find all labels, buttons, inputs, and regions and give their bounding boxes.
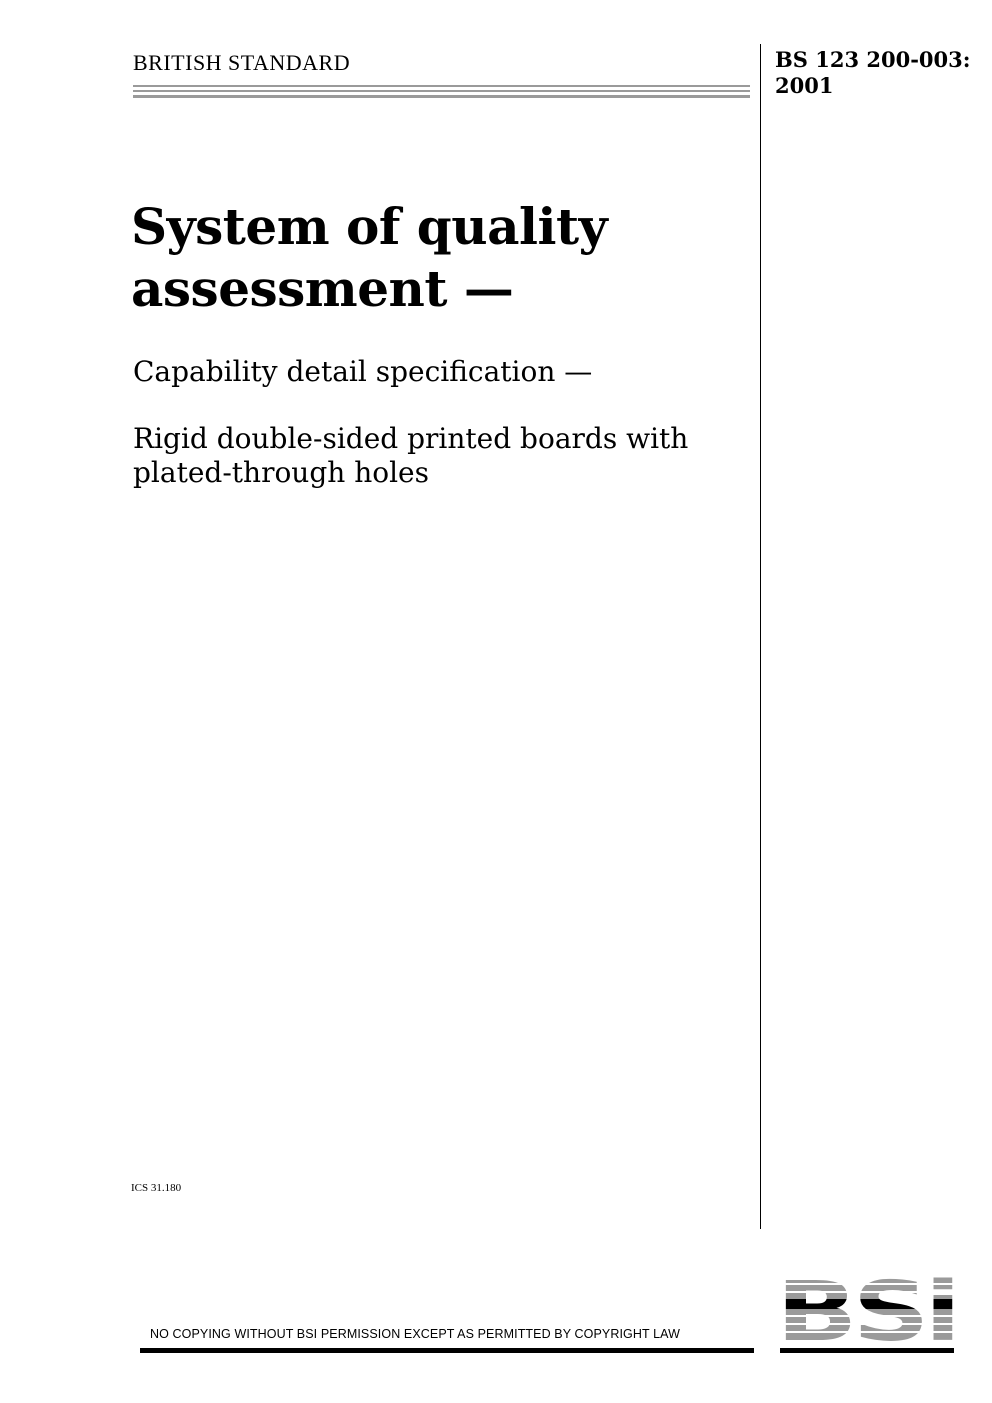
main-title-line-2: assessment — (131, 259, 514, 318)
document-number (775, 47, 971, 99)
bsi-logo (778, 1277, 956, 1341)
vertical-divider (760, 44, 761, 1229)
document-number-line-1: BS 123 200-003: (775, 47, 971, 72)
main-title (131, 196, 751, 320)
footer-rule (140, 1348, 754, 1353)
subtitle-part-2-line-1: Rigid double-sided printed boards with (133, 422, 689, 455)
header-label: BRITISH STANDARD (133, 50, 351, 75)
footer-rule-right (780, 1348, 954, 1353)
main-title-line-1: System of quality (131, 197, 608, 256)
subtitle-part-1: Capability detail specification — (133, 355, 593, 388)
subtitle-part-2 (133, 422, 753, 490)
subtitle-part-2-line-2: plated-through holes (133, 456, 429, 489)
ics-code: ICS 31.180 (131, 1182, 182, 1194)
copyright-notice: NO COPYING WITHOUT BSI PERMISSION EXCEPT AS PERMITTED BY COPYRIGHT LAW (150, 1327, 681, 1341)
document-number-line-2: 2001 (775, 73, 834, 98)
header-rule (133, 85, 750, 100)
